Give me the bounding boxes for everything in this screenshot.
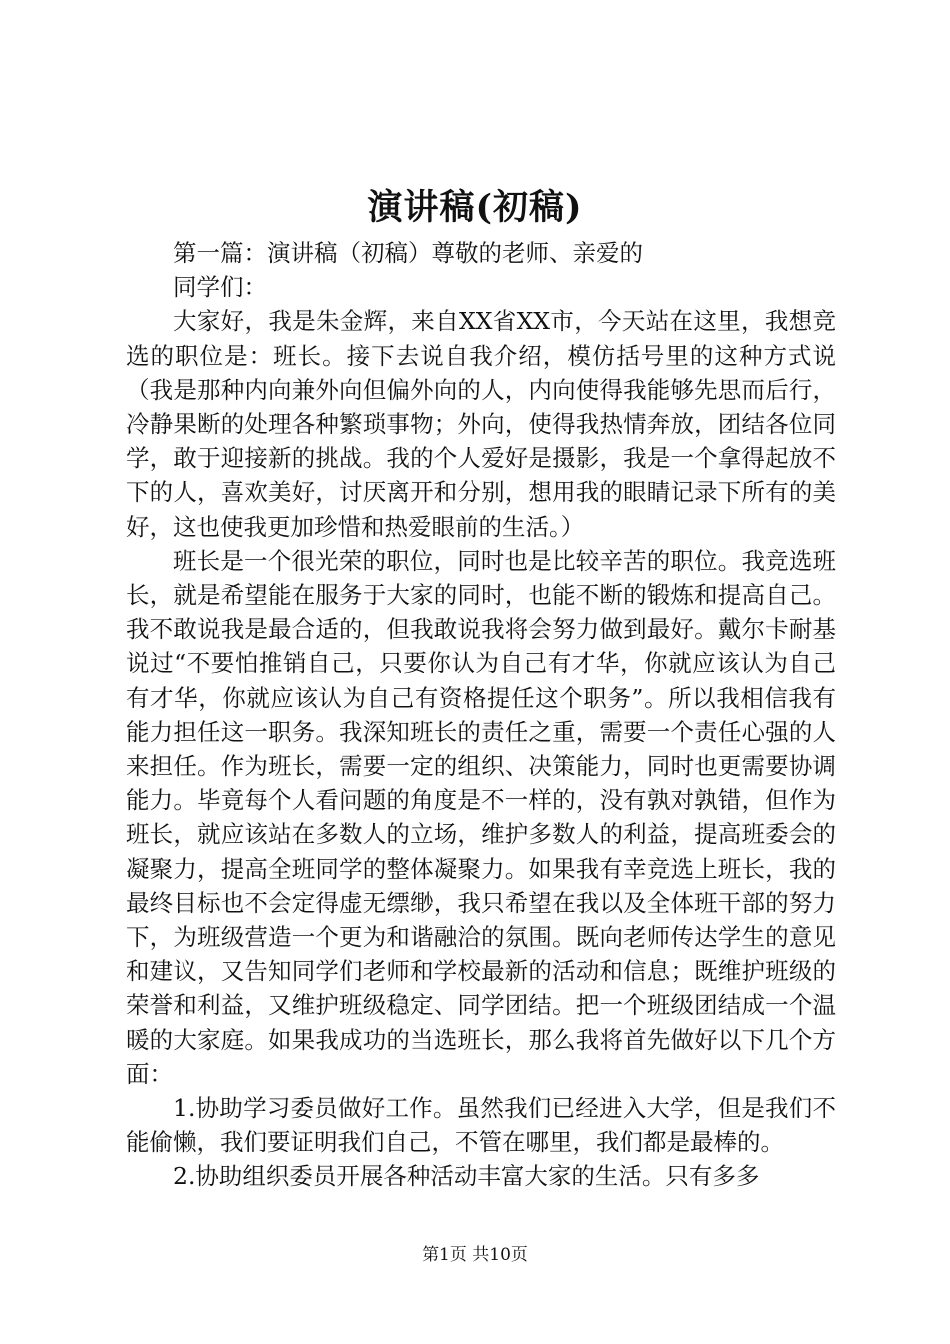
paragraph-item-1: 1.协助学习委员做好工作。虽然我们已经进入大学，但是我们不能偷懒，我们要证明我们自己，不管在哪里，我们都是最棒的。 bbox=[126, 1094, 836, 1157]
document-title: 演讲稿(初稿) bbox=[367, 187, 583, 228]
paragraph-item-2: 2.协助组织委员开展各种活动丰富大家的生活。只有多多 bbox=[173, 1162, 760, 1191]
section-heading-line-1: 第一篇：演讲稿（初稿）尊敬的老师、亲爱的 bbox=[173, 239, 643, 267]
page-footer: 第1页 共10页 bbox=[422, 1245, 528, 1265]
section-heading-line-2: 同学们： bbox=[173, 273, 267, 302]
paragraph-introduction: 大家好，我是朱金辉，来自XX省XX市，今天站在这里，我想竞选的职位是：班长。接下去说自我介绍，模仿括号里的这种方式说（我是那种内向兼外向但偏外向的人，内向使得我能够先思而后行，冷静果断的处理各种繁琐事物；外向，使得我热情奔放，团结各位同学，敢于迎接新的挑战。我的个人爱好是摄影，我是一个拿得起放不下的人，喜欢美好，讨厌离开和分别，想用我的眼睛记录下所有的美好，这也使我更加珍惜和热爱眼前的生活。） bbox=[126, 307, 836, 541]
paragraph-campaign: 班长是一个很光荣的职位，同时也是比较辛苦的职位。我竞选班长，就是希望能在服务于大家的同时，也能不断的锻炼和提高自己。我不敢说我是最合适的，但我敢说我将会努力做到最好。戴尔卡耐基说过“不要怕推销自己，只要你认为自己有才华，你就应该认为自己有才华，你就应该认为自己有资格提任这个职务”。所以我相信我有能力担任这一职务。我深知班长的责任之重，需要一个责任心强的人来担任。作为班长，需要一定的组织、决策能力，同时也更需要协调能力。毕竟每个人看问题的角度是不一样的，没有孰对孰错，但作为班长，就应该站在多数人的立场，维护多数人的利益，提高班委会的凝聚力，提高全班同学的整体凝聚力。如果我有幸竞选上班长，我的最终目标也不会定得虚无缥缈，我只希望在我以及全体班干部的努力下，为班级营造一个更为和谐融洽的氛围。既向老师传达学生的意见和建议，又告知同学们老师和学校最新的活动和信息；既维护班级的荣誉和利益，又维护班级稳定、同学团结。把一个班级团结成一个温暖的大家庭。如果我成功的当选班长，那么我将首先做好以下几个方面： bbox=[126, 546, 836, 1088]
document-body bbox=[126, 236, 836, 1194]
